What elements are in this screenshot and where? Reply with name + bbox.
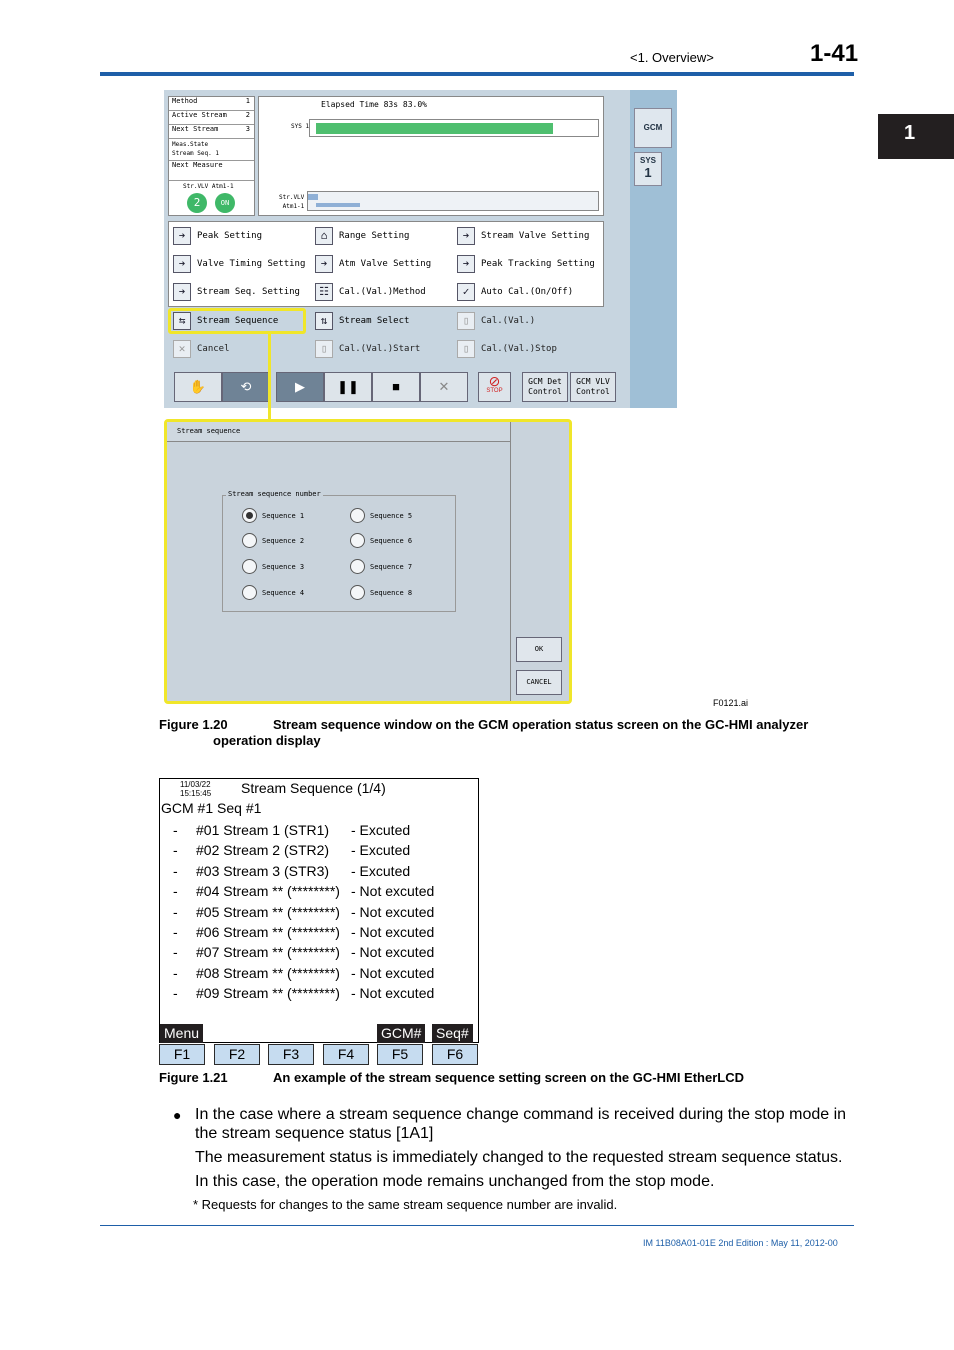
highlight-box	[168, 308, 306, 334]
radio-icon	[350, 533, 365, 548]
menu-label: Stream Sequence	[197, 316, 279, 326]
menu-stream-seq-setting[interactable]	[173, 281, 300, 303]
menu-label: Valve Timing Setting	[197, 259, 306, 269]
row-stream: #04 Stream ** (********)	[196, 883, 340, 899]
lcd-date: 11/03/22	[180, 780, 211, 789]
gcm-vlv-control-button[interactable]: GCM VLV Control	[570, 372, 616, 402]
status-value: 1	[245, 97, 250, 105]
row-dash: -	[173, 944, 178, 960]
row-dash: -	[173, 965, 178, 981]
figure-id: F0121.ai	[713, 698, 749, 708]
menu-label: Cal.(Val.)Method	[339, 287, 426, 297]
group-label: Stream sequence number	[228, 490, 321, 498]
radio-icon	[242, 508, 257, 523]
row-status: - Not excuted	[351, 883, 435, 899]
menu-label: Cal.(Val.)	[481, 316, 536, 326]
str-vlv-label	[279, 193, 304, 211]
row-status: - Not excuted	[351, 924, 435, 940]
menu-label: Peak Tracking Setting	[481, 259, 595, 269]
valve-bar	[316, 203, 360, 207]
pause-icon: ❚❚	[337, 379, 359, 394]
section-title: <1. Overview>	[630, 50, 714, 65]
menu-label: Stream Valve Setting	[481, 231, 590, 241]
pause-button[interactable]	[324, 372, 372, 402]
menu-peak-setting[interactable]	[173, 225, 262, 247]
range-icon: ⌂	[315, 227, 333, 245]
fkey-f2[interactable]: F2	[214, 1044, 260, 1065]
method-icon: ☷	[315, 283, 333, 301]
sys-label: SYS 1	[291, 123, 310, 130]
row-status: - Not excuted	[351, 944, 435, 960]
row-status: - Excuted	[351, 863, 411, 879]
radio-label: Sequence 8	[370, 588, 413, 597]
valve-bar	[308, 194, 318, 200]
dialog-divider	[510, 422, 511, 701]
menu-cancel[interactable]	[173, 338, 230, 360]
sequence-mode-button[interactable]	[222, 372, 270, 402]
radio-label: Sequence 2	[262, 536, 305, 545]
fkey-f6[interactable]: F6	[432, 1044, 478, 1065]
checkbox-icon: ✓	[457, 283, 475, 301]
row-stream: #07 Stream ** (********)	[196, 944, 340, 960]
vlv-label: Str.VLV Atm1-1	[183, 183, 234, 190]
status-label: Method	[172, 97, 198, 105]
hand-button[interactable]	[174, 372, 222, 402]
menu-label: Atm Valve Setting	[339, 259, 432, 269]
row-dash: -	[173, 924, 178, 940]
status-label: Active Stream	[172, 111, 227, 119]
radio-sequence-5[interactable]	[350, 508, 412, 523]
cal-icon: ▯	[457, 312, 475, 330]
row-stream: #01 Stream 1 (STR1)	[196, 822, 330, 838]
tab-gcm[interactable]: GCM	[634, 108, 672, 148]
menu-cal-val[interactable]	[457, 310, 535, 332]
menu-cal-stop[interactable]	[457, 338, 557, 360]
menu-label: Stream Select	[339, 316, 410, 326]
repeat-icon: ⟲	[240, 379, 252, 394]
atm-text: Atm1-1	[282, 203, 305, 210]
fkey-f5[interactable]: F5	[377, 1044, 423, 1065]
menu-label: Cal.(Val.)Start	[339, 344, 421, 354]
menu-stream-valve-setting[interactable]	[457, 225, 589, 247]
ok-button[interactable]: OK	[516, 637, 562, 662]
radio-sequence-8[interactable]	[350, 585, 412, 600]
stop-icon: ⊘	[488, 373, 501, 389]
menu-label: Stream Seq. Setting	[197, 287, 300, 297]
status-row	[169, 161, 254, 181]
note: * Requests for changes to the same stream sequence number are invalid.	[193, 1197, 618, 1212]
sequence-icon: ⇆	[173, 312, 191, 330]
radio-sequence-3[interactable]	[242, 559, 304, 574]
row-stream: #08 Stream ** (********)	[196, 965, 340, 981]
footer-rule	[100, 1225, 854, 1226]
lcd-time: 15:15:45	[180, 789, 212, 798]
trend-panel	[258, 96, 604, 216]
row-dash: -	[173, 822, 178, 838]
gcm-det-control-button[interactable]: GCM Det Control	[522, 372, 568, 402]
header-rule	[100, 72, 854, 76]
row-dash: -	[173, 863, 178, 879]
arrow-icon: ➔	[315, 255, 333, 273]
stop-label: STOP	[486, 388, 503, 394]
close-icon: ✕	[173, 340, 191, 358]
figure2-number: Figure 1.21	[159, 1070, 228, 1085]
paragraph-3: In this case, the operation mode remains unchanged from the stop mode.	[195, 1173, 715, 1190]
status-label: Next Stream	[172, 125, 219, 133]
lcd-seq-label[interactable]: Seq#	[432, 1024, 473, 1043]
dialog-title: Stream sequence	[167, 422, 511, 442]
progress-fill	[316, 123, 553, 134]
paragraph-2: The measurement status is immediately changed to the requested stream sequence status.	[195, 1149, 843, 1166]
menu-stream-select[interactable]	[315, 310, 409, 332]
bullet-icon: ●	[173, 1107, 182, 1123]
play-button[interactable]	[276, 372, 324, 402]
figure2-caption: An example of the stream sequence setting screen on the GC-HMI EtherLCD	[273, 1070, 744, 1085]
vlv-on-badge: ON	[215, 193, 235, 213]
radio-sequence-7[interactable]	[350, 559, 412, 574]
figure-number: Figure 1.20	[159, 717, 228, 732]
status-label: Next Measure	[172, 161, 223, 169]
row-dash: -	[173, 904, 178, 920]
tab-sys-number: 1	[644, 165, 652, 180]
row-stream: #02 Stream 2 (STR2)	[196, 842, 330, 858]
arrow-icon: ➔	[173, 227, 191, 245]
status-value: 3	[245, 125, 250, 133]
menu-cal-start[interactable]	[315, 338, 420, 360]
row-stream: #06 Stream ** (********)	[196, 924, 340, 940]
status-panel	[168, 96, 255, 216]
lcd-title: Stream Sequence (1/4)	[241, 780, 386, 796]
figure-caption: Stream sequence window on the GCM operation status screen on the GC-HMI analyzer	[273, 717, 809, 732]
radio-icon	[242, 533, 257, 548]
menu-label: Auto Cal.(On/Off)	[481, 287, 574, 297]
radio-icon	[350, 508, 365, 523]
str-vlv-text: Str.VLV	[279, 194, 305, 201]
chapter-tab: 1	[878, 114, 954, 159]
cal-icon: ▯	[315, 340, 333, 358]
menu-label: Cancel	[197, 344, 230, 354]
figure-caption-line2: operation display	[213, 733, 321, 748]
row-dash: -	[173, 842, 178, 858]
page-number: 1-41	[810, 40, 859, 67]
row-status: - Excuted	[351, 822, 411, 838]
menu-label: Cal.(Val.)Stop	[481, 344, 557, 354]
radio-icon	[242, 585, 257, 600]
status-row	[169, 97, 254, 111]
status-row	[169, 139, 254, 161]
vlv-number-badge: 2	[187, 193, 207, 213]
paragraph-1b: the stream sequence status [1A1]	[195, 1125, 434, 1142]
status-label: Stream Seq. 1	[172, 150, 219, 157]
lcd-datetime	[180, 780, 211, 798]
row-status: - Not excuted	[351, 965, 435, 981]
elapsed-time: Elapsed Time 83s 83.0%	[321, 100, 427, 109]
radio-sequence-6[interactable]	[350, 533, 412, 548]
lcd-gcm-label[interactable]: GCM#	[377, 1024, 425, 1043]
row-status: - Excuted	[351, 842, 411, 858]
cancel-button[interactable]: CANCEL	[516, 670, 562, 695]
arrow-icon: ➔	[457, 227, 475, 245]
status-row	[169, 111, 254, 125]
lcd-subtitle: GCM #1 Seq #1	[161, 800, 262, 816]
radio-icon	[350, 559, 365, 574]
menu-auto-cal[interactable]	[457, 281, 573, 303]
menu-peak-tracking-setting[interactable]	[457, 253, 595, 275]
tab-sys[interactable]	[634, 152, 662, 186]
arrow-icon: ➔	[173, 283, 191, 301]
select-icon: ⇅	[315, 312, 333, 330]
radio-icon	[242, 559, 257, 574]
row-dash: -	[173, 985, 178, 1001]
radio-sequence-4[interactable]	[242, 585, 304, 600]
fkey-f1[interactable]: F1	[159, 1044, 205, 1065]
lcd-menu-label[interactable]: Menu	[160, 1024, 203, 1043]
radio-icon	[350, 585, 365, 600]
arrow-icon: ➔	[173, 255, 191, 273]
row-stream: #05 Stream ** (********)	[196, 904, 340, 920]
stop-square-icon: ■	[392, 379, 400, 394]
abort-button[interactable]	[420, 372, 468, 402]
cal-icon: ▯	[457, 340, 475, 358]
emergency-stop-button[interactable]	[478, 372, 511, 402]
menu-range-setting[interactable]	[315, 225, 409, 247]
radio-sequence-1[interactable]	[242, 508, 304, 523]
menu-label: Peak Setting	[197, 231, 263, 241]
fkey-f4[interactable]: F4	[323, 1044, 369, 1065]
row-stream: #03 Stream 3 (STR3)	[196, 863, 330, 879]
row-stream: #09 Stream ** (********)	[196, 985, 340, 1001]
menu-valve-timing-setting[interactable]	[173, 253, 305, 275]
footer: IM 11B08A01-01E 2nd Edition : May 11, 2012-00	[643, 1238, 838, 1248]
close-icon: ✕	[438, 379, 450, 394]
radio-label: Sequence 4	[262, 588, 305, 597]
radio-label: Sequence 1	[262, 511, 305, 520]
progress-track	[309, 119, 599, 137]
gcm-side-panel	[630, 90, 677, 408]
menu-label: Range Setting	[339, 231, 410, 241]
radio-label: Sequence 5	[370, 511, 413, 520]
radio-label: Sequence 7	[370, 562, 413, 571]
hand-icon: ✋	[189, 379, 207, 394]
status-row	[169, 125, 254, 139]
tab-sys-label: SYS	[639, 156, 656, 165]
paragraph-1: In the case where a stream sequence change command is received during the stop mode in	[195, 1106, 847, 1123]
stop-square-button[interactable]	[372, 372, 420, 402]
radio-sequence-2[interactable]	[242, 533, 304, 548]
status-value: 2	[245, 111, 250, 119]
play-icon: ▶	[295, 379, 305, 394]
radio-label: Sequence 6	[370, 536, 413, 545]
fkey-f3[interactable]: F3	[268, 1044, 314, 1065]
valve-timeline	[307, 191, 599, 211]
menu-atm-valve-setting[interactable]	[315, 253, 431, 275]
arrow-icon: ➔	[457, 255, 475, 273]
row-dash: -	[173, 883, 178, 899]
status-label: Meas.State	[172, 141, 209, 148]
row-status: - Not excuted	[351, 904, 435, 920]
menu-cal-method[interactable]	[315, 281, 426, 303]
row-status: - Not excuted	[351, 985, 435, 1001]
radio-label: Sequence 3	[262, 562, 305, 571]
